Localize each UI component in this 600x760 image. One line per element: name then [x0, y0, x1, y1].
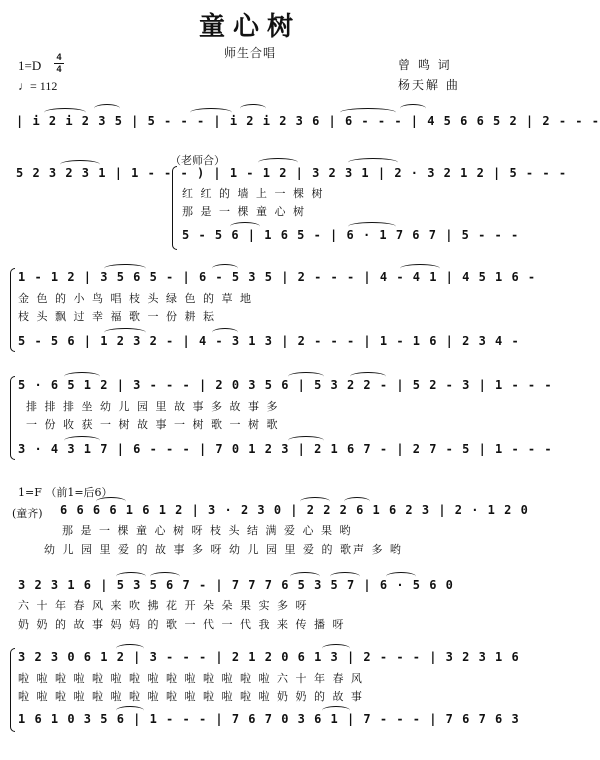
slur-mark — [400, 104, 426, 113]
page-title: 童心树 — [198, 12, 301, 42]
part-marking: (童齐) — [12, 507, 43, 520]
lyrics-verse-2: 一 份 收 获 一 树 故 事 一 树 歌 一 树 歌 — [26, 418, 280, 431]
lyrics-verse-2: 奶 奶 的 故 事 妈 妈 的 歌 一 代 一 代 我 来 传 播 呀 — [18, 618, 346, 631]
slur-mark — [258, 158, 298, 167]
lyricist-credit: 曾 鸣 词 — [398, 58, 452, 72]
slur-mark — [104, 328, 146, 337]
slur-mark — [350, 372, 386, 381]
system-brace — [10, 376, 15, 460]
notes-row: 6 6 6 6 1 6 1 2 | 3 · 2 3 0 | 2 2 2 6 1 6 2 3 | 2 · 1 2 0 — [60, 503, 529, 517]
key-change: 1=F （前1=后6） — [18, 486, 113, 499]
slur-mark — [60, 160, 100, 169]
slur-mark — [288, 436, 324, 445]
slur-mark — [400, 264, 440, 273]
lyrics-verse-1: 啦 啦 啦 啦 啦 啦 啦 啦 啦 啦 啦 啦 啦 啦 六 十 年 春 风 — [18, 672, 364, 685]
slur-mark — [212, 264, 238, 273]
slur-mark — [344, 497, 370, 506]
notes-row: 5 · 6 5 1 2 | 3 - - - | 2 0 3 5 6 | 5 3 2 2 - | 5 2 - 3 | 1 - - - — [18, 378, 553, 392]
tempo-marking — [18, 79, 57, 94]
notes-row: 3 2 3 1 6 | 5 3 5 6 7 - | 7 7 7 6 5 3 5 7 | 6 · 5 6 0 — [18, 578, 454, 592]
system-brace — [10, 648, 15, 732]
notes-row-lower: 1 6 1 0 3 5 6 | 1 - - - | 7 6 7 0 3 6 1 | 7 - - - | 7 6 7 6 3 — [18, 712, 520, 726]
notes-row: 5 2 3 2 3 1 | 1 - - - ) | 1 - 1 2 | 3 2 3 1 | 2 · 3 2 1 2 | 5 - - - — [16, 166, 568, 180]
slur-mark — [116, 644, 144, 653]
lyrics-verse-1: 那 是 一 棵 童 心 树 呀 枝 头 结 满 爱 心 果 哟 — [62, 524, 353, 537]
part-marking: （老师合） — [170, 154, 225, 167]
slur-mark — [340, 108, 396, 117]
lyrics-verse-2: 幼 儿 园 里 爱 的 故 事 多 呀 幼 儿 园 里 爱 的 歌声 多 哟 — [44, 543, 403, 556]
notes-row-lower: 5 - 5 6 | 1 2 3 2 - | 4 - 3 1 3 | 2 - - - | 1 - 1 6 | 2 3 4 - — [18, 334, 520, 348]
time-signature-top: 4 — [56, 52, 62, 62]
time-signature-bottom: 4 — [56, 64, 62, 74]
slur-mark — [190, 108, 232, 117]
lyrics-verse-1: 排 排 排 坐 幼 儿 园 里 故 事 多 故 事 多 — [26, 400, 280, 413]
tempo-value: = 112 — [30, 79, 58, 93]
slur-mark — [104, 264, 146, 273]
slur-mark — [322, 706, 350, 715]
time-signature — [54, 53, 64, 74]
lyrics-verse-2: 枝 头 飘 过 幸 福 歌 一 份 耕 耘 — [18, 310, 216, 323]
slur-mark — [288, 372, 324, 381]
notes-row: 3 2 3 0 6 1 2 | 3 - - - | 2 1 2 0 6 1 3 | 2 - - - | 3 2 3 1 6 — [18, 650, 520, 664]
slur-mark — [240, 104, 266, 113]
slur-mark — [322, 644, 350, 653]
slur-mark — [348, 222, 396, 231]
slur-mark — [150, 572, 180, 581]
slur-mark — [290, 572, 320, 581]
notes-row-lower: 5 - 5 6 | 1 6 5 - | 6 · 1 7 6 7 | 5 - - - — [182, 228, 520, 242]
key-signature: 1=D — [18, 58, 42, 73]
slur-mark — [96, 497, 126, 506]
system-brace — [10, 268, 15, 352]
notes-row: | i 2 i 2 3 5 | 5 - - - | i 2 i 2 3 6 | 6 - - - | 4 5 6 6 5 2 | 2 - - - — [16, 114, 600, 128]
slur-mark — [348, 158, 398, 167]
slur-mark — [212, 328, 238, 337]
slur-mark — [64, 372, 100, 381]
lyrics-verse-1: 金 色 的 小 鸟 唱 枝 头 绿 色 的 草 地 — [18, 292, 253, 305]
quarter-note-icon: ♩ — [18, 79, 30, 93]
page-subtitle: 师生合唱 — [223, 46, 276, 60]
slur-mark — [330, 572, 360, 581]
slur-mark — [44, 108, 86, 117]
slur-mark — [386, 572, 416, 581]
slur-mark — [300, 497, 330, 506]
notes-row: 1 - 1 2 | 3 5 6 5 - | 6 - 5 3 5 | 2 - - - | 4 - 4 1 | 4 5 1 6 - — [18, 270, 537, 284]
notes-row-lower: 3 · 4 3 1 7 | 6 - - - | 7 0 1 2 3 | 2 1 6 7 - | 2 7 - 5 | 1 - - - — [18, 442, 553, 456]
slur-mark — [64, 436, 100, 445]
lyrics-verse-2: 啦 啦 啦 啦 啦 啦 啦 啦 啦 啦 啦 啦 啦 啦 奶 奶 的 故 事 — [18, 690, 364, 703]
slur-mark — [116, 572, 146, 581]
composer-credit: 杨天解 曲 — [398, 78, 460, 92]
slur-mark — [116, 706, 144, 715]
slur-mark — [230, 222, 260, 231]
lyrics-verse-2: 那 是 一 棵 童 心 树 — [182, 205, 306, 218]
lyrics-verse-1: 红 红 的 墙 上 一 棵 树 — [182, 187, 325, 200]
slur-mark — [94, 104, 120, 113]
lyrics-verse-1: 六 十 年 春 风 来 吹 拂 花 开 朵 朵 果 实 多 呀 — [18, 599, 309, 612]
